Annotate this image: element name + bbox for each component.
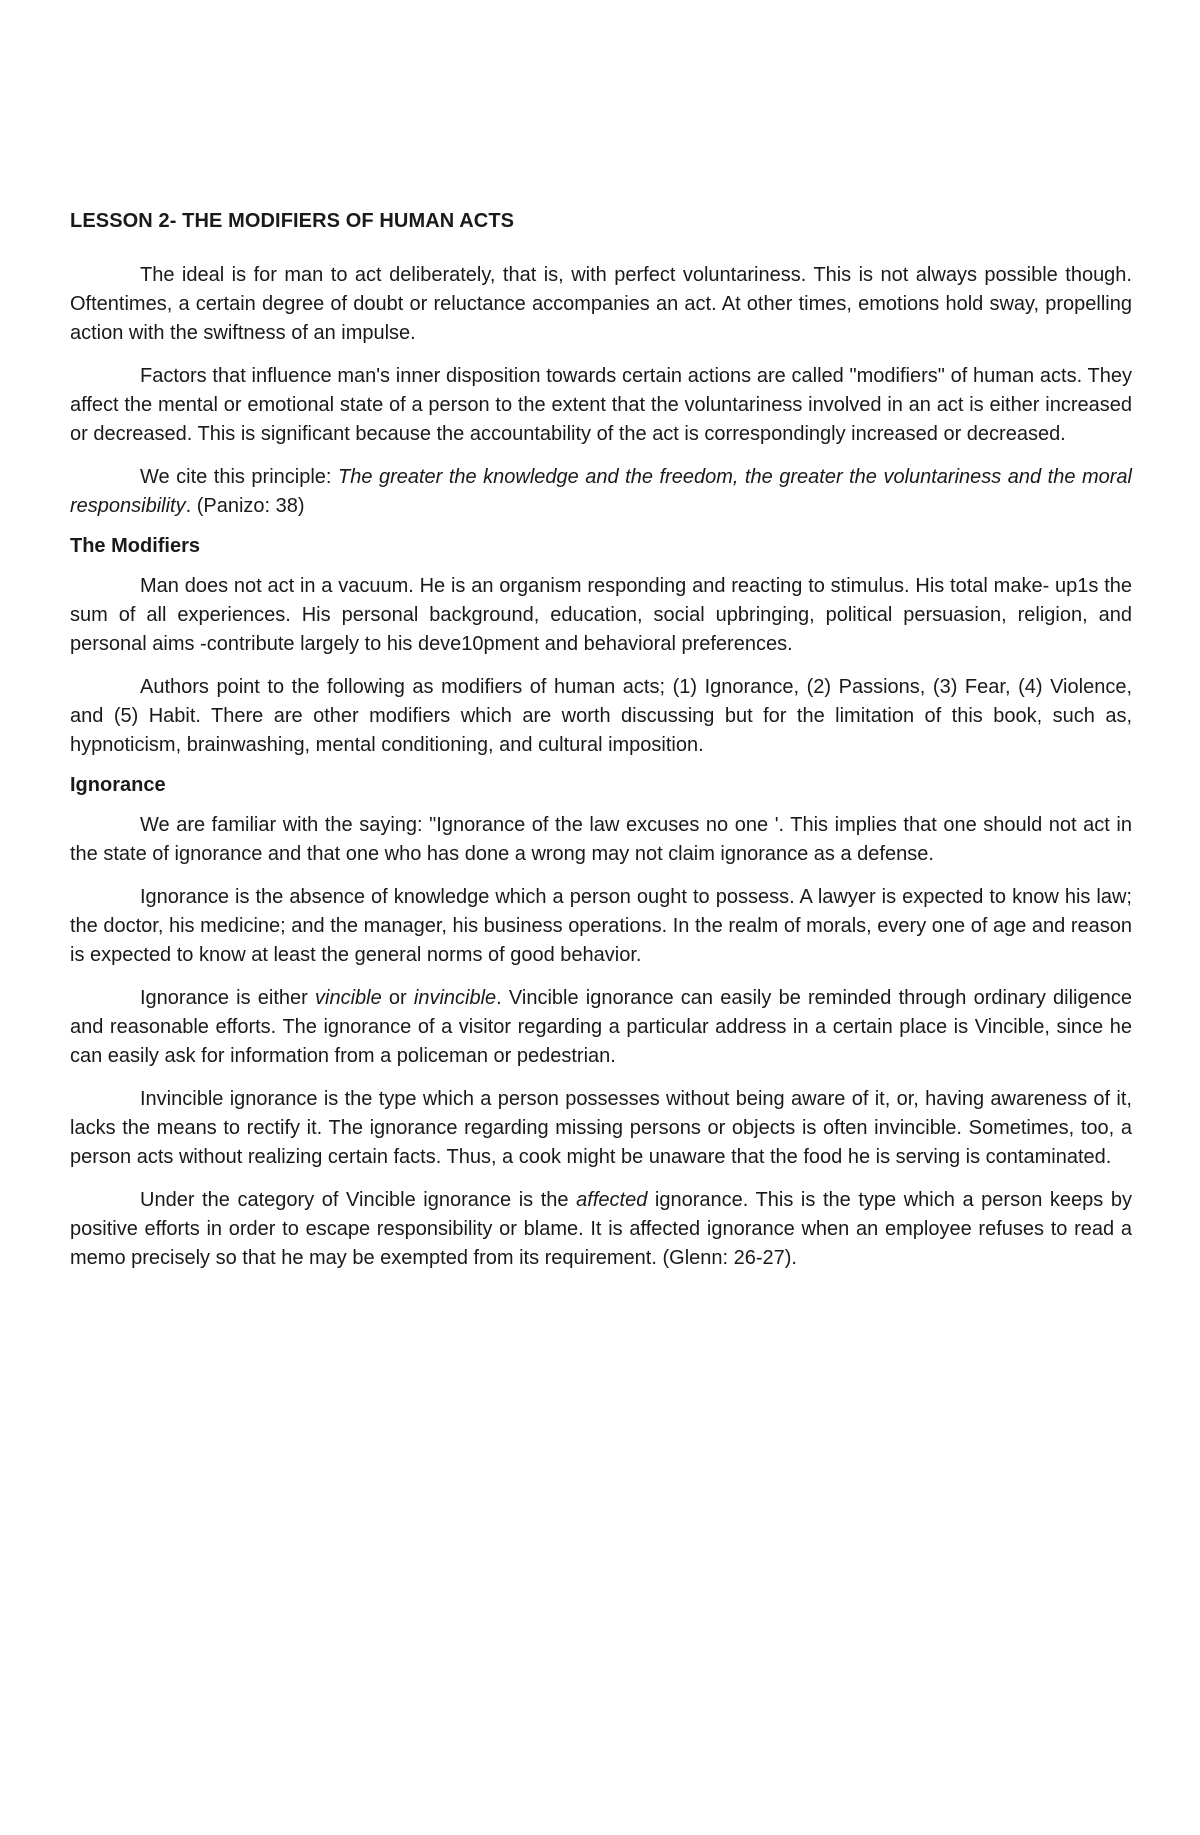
text-run: Under the category of Vincible ignorance is the xyxy=(140,1189,577,1211)
lesson-title: LESSON 2- THE MODIFIERS OF HUMAN ACTS xyxy=(70,210,515,232)
intro-paragraph-2: Factors that influence man's inner disposition towards certain actions are called "modifiers" of human acts. They affect the mental or emotional state of a person to the extent that the voluntariness involved in an act is either increased or decreased. This is significant because the accountability of the act is correspondingly increased or decreased. xyxy=(70,365,1132,445)
ignorance-paragraph-3 xyxy=(70,984,1132,1071)
term-vincible: vincible xyxy=(315,987,382,1009)
document-page xyxy=(70,210,1132,1287)
intro-paragraph-1: The ideal is for man to act deliberately, that is, with perfect voluntariness. This is not always possible though. Oftentimes, a certain degree of doubt or reluctance accompanies an act. At other times, emotions hold sway, propelling action with the swiftness of an impulse. xyxy=(70,264,1132,344)
term-affected: affected xyxy=(576,1189,648,1211)
ignorance-paragraph-1: We are familiar with the saying: "Ignorance of the law excuses no one '. This implies that one should not act in the state of ignorance and that one who has done a wrong may not claim ignorance as a defense. xyxy=(70,814,1132,865)
ignorance-paragraph-5 xyxy=(70,1186,1132,1273)
text-run: or xyxy=(381,987,414,1009)
text-run: . Vincible ignorance can easily be reminded through ordinary diligence and reasonable efforts. The ignorance of a visitor regarding a particular address in a certain place is Vincible, since he can easily ask for information from a policeman or pedestrian. xyxy=(70,987,1132,1067)
principle-citation: . (Panizo: 38) xyxy=(185,495,305,517)
text-run: Ignorance is either xyxy=(140,987,316,1009)
text-run: ignorance. This is the type which a person keeps by positive efforts in order to escape responsibility or blame. It is affected ignorance when an employee refuses to read a memo precisely so that he may be exempted from its requirement. (Glenn: 26-27). xyxy=(70,1189,1132,1269)
principle-quote: The greater the knowledge and the freedom, the greater the voluntariness and the moral responsibility xyxy=(70,466,1133,517)
modifiers-paragraph-2: Authors point to the following as modifiers of human acts; (1) Ignorance, (2) Passions, (3) Fear, (4) Violence, and (5) Habit. There are other modifiers which are worth discussing but for the limitation of this book, such as, hypnoticism, brainwashing, mental conditioning, and cultural imposition. xyxy=(70,676,1132,756)
modifiers-paragraph-1: Man does not act in a vacuum. He is an organism responding and reacting to stimulus. His total make- up1s the sum of all experiences. His personal background, education, social upbringing, political persuasion, religion, and personal aims -contribute largely to his deve10pment and behavioral preferences. xyxy=(70,575,1132,655)
ignorance-heading: Ignorance xyxy=(70,774,166,796)
term-invincible: invincible xyxy=(413,987,497,1009)
ignorance-paragraph-2: Ignorance is the absence of knowledge which a person ought to possess. A lawyer is expected to know his law; the doctor, his medicine; and the manager, his business operations. In the realm of morals, every one of age and reason is expected to know at least the general norms of good behavior. xyxy=(70,886,1132,966)
modifiers-heading: The Modifiers xyxy=(70,535,201,557)
principle-lead: We cite this principle: xyxy=(140,466,338,488)
intro-paragraph-3 xyxy=(70,463,1132,521)
ignorance-paragraph-4: Invincible ignorance is the type which a person possesses without being aware of it, or, having awareness of it, lacks the means to rectify it. The ignorance regarding missing persons or objects is often invincible. Sometimes, too, a person acts without realizing certain facts. Thus, a cook might be unaware that the food he is serving is contaminated. xyxy=(70,1088,1132,1168)
